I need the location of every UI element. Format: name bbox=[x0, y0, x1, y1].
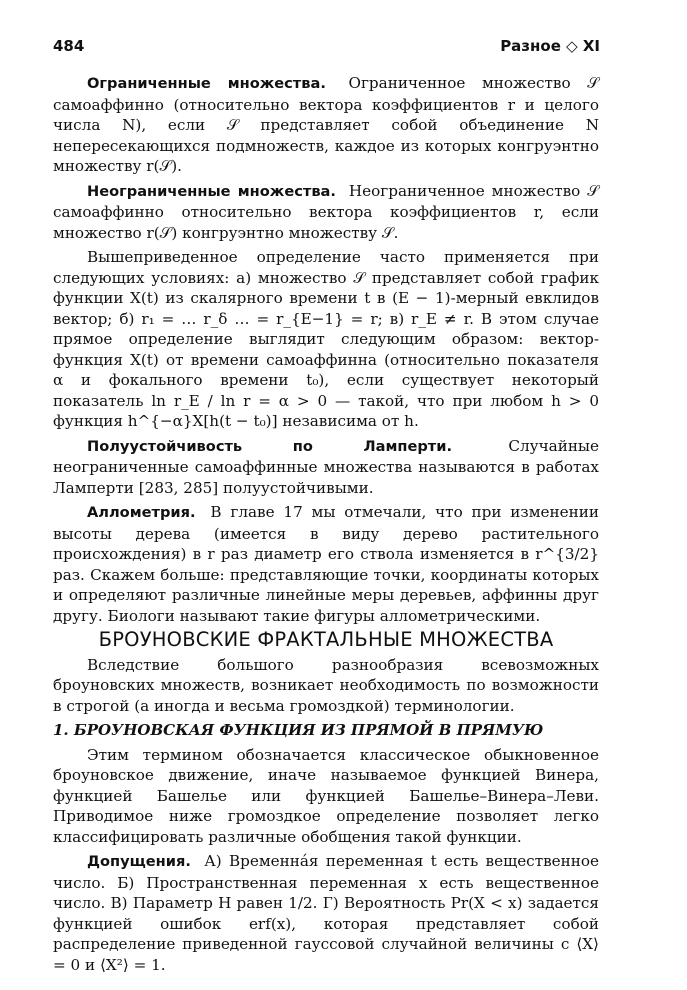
paragraph-text: А) Временна́я переменная t есть вещественное число. Б) Пространственная переменная x есть вещественное число. В) Параметр H равен 1/2. Г) Вероятность Pr(X < x) задается функцией ошибок erf(x), которая представляет собой распределение приведенной гауссовой случайной величины с ⟨X⟩ = 0 и ⟨X²⟩ = 1. bbox=[53, 852, 600, 974]
section-intro: Вследствие большого разнообразия всевозможных броуновских множеств, возникает необходимость по возможности в строгой (а иногда и весьма громоздкой) терминологии. bbox=[53, 655, 599, 715]
paragraph-allometry bbox=[53, 502, 599, 626]
page-number: 484 bbox=[53, 37, 85, 55]
paragraph-lead: Полуустойчивость по Ламперти. bbox=[87, 437, 453, 455]
paragraph-assumptions bbox=[53, 851, 599, 975]
paragraph-text: Ограниченное множество 𝒮 самоаффинно (относительно вектора коэффициентов r и целого числа N), если 𝒮 представляет собой объединение N непересекающихся подмножеств, каждое из которых конгруэнтно множеству r(𝒮). bbox=[53, 74, 599, 175]
paragraph-text: В главе 17 мы отмечали, что при изменении высоты дерева (имеется в виду дерево растительного происхождения) в r раз диаметр его ствола изменяется в r^{3/2} раз. Скажем больше: представляющие точки, координаты которых и определяют различные линейные меры деревьев, аффинны друг другу. Биологи называют такие фигуры аллометрическими. bbox=[53, 503, 599, 625]
paragraph-lead: Аллометрия. bbox=[87, 504, 196, 521]
paragraph-unbounded-sets bbox=[53, 181, 599, 244]
paragraph-lead: Неограниченные множества. bbox=[87, 182, 336, 200]
page-body bbox=[53, 73, 599, 979]
paragraph-text: Вышеприведенное определение часто применяется при следующих условиях: а) множество 𝒮 представляет собой график функции X(t) из скалярного времени t в (E − 1)-мерный евклидов вектор; б) r₁ = … r_δ … = r_{E−1} = r; в) r_E ≠ r. В этом случае прямое определение выглядит следующим образом: вектор-функция X(t) от времени самоаффинна (относительно показателя α и фокального времени t₀), если существует некоторый показатель ln r_E / ln r = α > 0 — такой, что при любом h > 0 функция h^{−α}X[h(t − t₀)] независима от h. bbox=[53, 248, 599, 430]
paragraph-lamperti bbox=[53, 436, 599, 499]
paragraph-text: Случайные неограниченные самоаффинные множества называются в работах Ламперти [283, 285] полуустойчивыми. bbox=[53, 436, 600, 497]
paragraph-text: Неограниченное множество 𝒮 самоаффинно относительно вектора коэффициентов r, если множество r(𝒮) конгруэнтно множеству 𝒮. bbox=[53, 181, 599, 242]
section-title: БРОУНОВСКИЕ ФРАКТАЛЬНЫЕ МНОЖЕСТВА bbox=[98, 628, 554, 651]
paragraph-lead: Допущения. bbox=[87, 853, 191, 870]
page-header bbox=[53, 37, 600, 59]
running-title: Разное ◇ XI bbox=[500, 37, 600, 55]
subsection-title: 1. БРОУНОВСКАЯ ФУНКЦИЯ ИЗ ПРЯМОЙ В ПРЯМУЮ bbox=[53, 721, 544, 739]
subsection-text: Этим термином обозначается классическое обыкновенное броуновское движение, иначе называемое функцией Винера, функцией Башелье или функцией Башелье–Винера–Леви. Приводимое ниже громоздкое определение позволяет легко классифицировать различные обобщения такой функции. bbox=[53, 745, 599, 846]
paragraph-definition-conditions bbox=[53, 247, 599, 432]
paragraph-lead: Ограниченные множества. bbox=[87, 75, 326, 92]
paragraph-bounded-sets bbox=[53, 73, 599, 177]
